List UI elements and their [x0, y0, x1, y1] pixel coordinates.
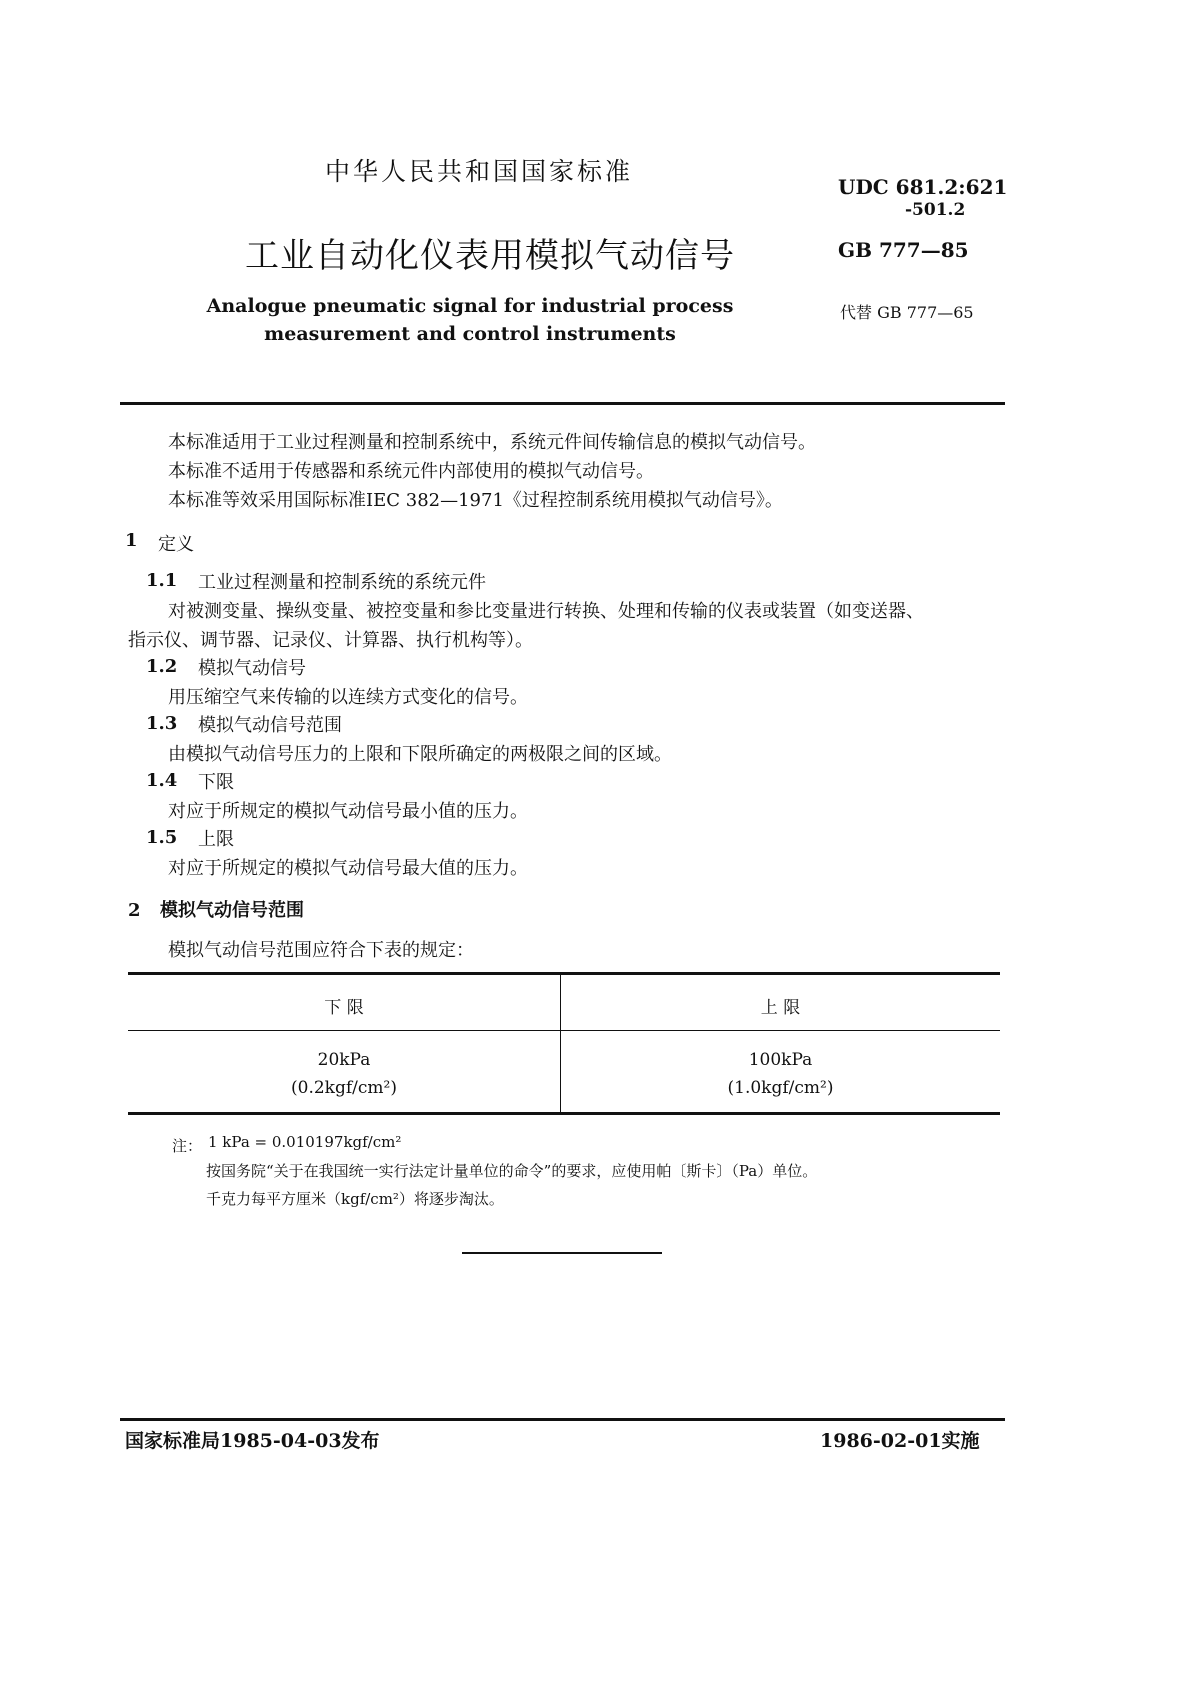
intro-line: 本标准不适用于传感器和系统元件内部使用的模拟气动信号。	[168, 461, 654, 482]
section-body: 模拟气动信号范围应符合下表的规定：	[168, 940, 474, 961]
item-num: 1.2	[146, 656, 178, 677]
section-title: 定义	[158, 534, 194, 555]
udc-code: UDC 681.2:621	[838, 175, 1008, 199]
title-en-2: measurement and control instruments	[264, 323, 676, 345]
item-body: 由模拟气动信号压力的上限和下限所确定的两极限之间的区域。	[168, 744, 672, 765]
title-cn: 工业自动化仪表用模拟气动信号	[245, 236, 735, 276]
item-num: 1.4	[146, 770, 178, 791]
section-num: 2	[128, 900, 141, 921]
item-title: 下限	[198, 772, 234, 793]
issue-date: 国家标准局1985-04-03发布	[125, 1430, 380, 1452]
divider	[120, 402, 1005, 405]
item-num: 1.3	[146, 713, 178, 734]
table-cell: (0.2kgf/cm²)	[291, 1078, 397, 1098]
footer-rule	[120, 1418, 1005, 1421]
intro-line: 本标准适用于工业过程测量和控制系统中，系统元件间传输信息的模拟气动信号。	[168, 432, 816, 453]
replaces: 代替 GB 777—65	[840, 303, 974, 322]
item-body: 对应于所规定的模拟气动信号最小值的压力。	[168, 801, 528, 822]
item-title: 上限	[198, 829, 234, 850]
effective-date: 1986-02-01实施	[820, 1430, 980, 1452]
item-num: 1.1	[146, 570, 178, 591]
item-num: 1.5	[146, 827, 178, 848]
table-header-lower: 下 限	[324, 998, 364, 1018]
section-title: 模拟气动信号范围	[160, 900, 304, 921]
gb-number: GB 777—85	[838, 238, 969, 262]
table-cell: 100kPa	[748, 1050, 813, 1070]
item-title: 模拟气动信号范围	[198, 715, 342, 736]
org-name: 中华人民共和国国家标准	[325, 157, 634, 186]
table-header-rule	[128, 1030, 1000, 1031]
intro-line: 本标准等效采用国际标准IEC 382—1971《过程控制系统用模拟气动信号》。	[168, 490, 783, 511]
udc-code-cont: -501.2	[905, 200, 966, 220]
table-top-rule	[128, 972, 1000, 975]
table-bottom-rule	[128, 1112, 1000, 1115]
item-body: 用压缩空气来传输的以连续方式变化的信号。	[168, 687, 528, 708]
table-cell: 20kPa	[317, 1050, 371, 1070]
table-cell: (1.0kgf/cm²)	[727, 1078, 834, 1098]
note-line: 1 kPa = 0.010197kgf/cm²	[208, 1133, 402, 1151]
item-title: 模拟气动信号	[198, 658, 306, 679]
item-body: 对应于所规定的模拟气动信号最大值的压力。	[168, 858, 528, 879]
end-rule	[462, 1252, 662, 1254]
item-body: 对被测变量、操纵变量、被控变量和参比变量进行转换、处理和传输的仪表或装置（如变送器、	[168, 601, 924, 622]
item-body: 指示仪、调节器、记录仪、计算器、执行机构等）。	[128, 630, 533, 651]
table-header-upper: 上 限	[760, 998, 801, 1018]
note-line: 千克力每平方厘米（kgf/cm²）将逐步淘汰。	[206, 1190, 504, 1208]
note-label: 注：	[172, 1137, 203, 1155]
section-num: 1	[125, 530, 138, 551]
note-line: 按国务院“关于在我国统一实行法定计量单位的命令”的要求，应使用帕〔斯卡〕（Pa）单位。	[206, 1162, 818, 1180]
title-en-1: Analogue pneumatic signal for industrial process	[206, 295, 734, 317]
item-title: 工业过程测量和控制系统的系统元件	[198, 572, 486, 593]
